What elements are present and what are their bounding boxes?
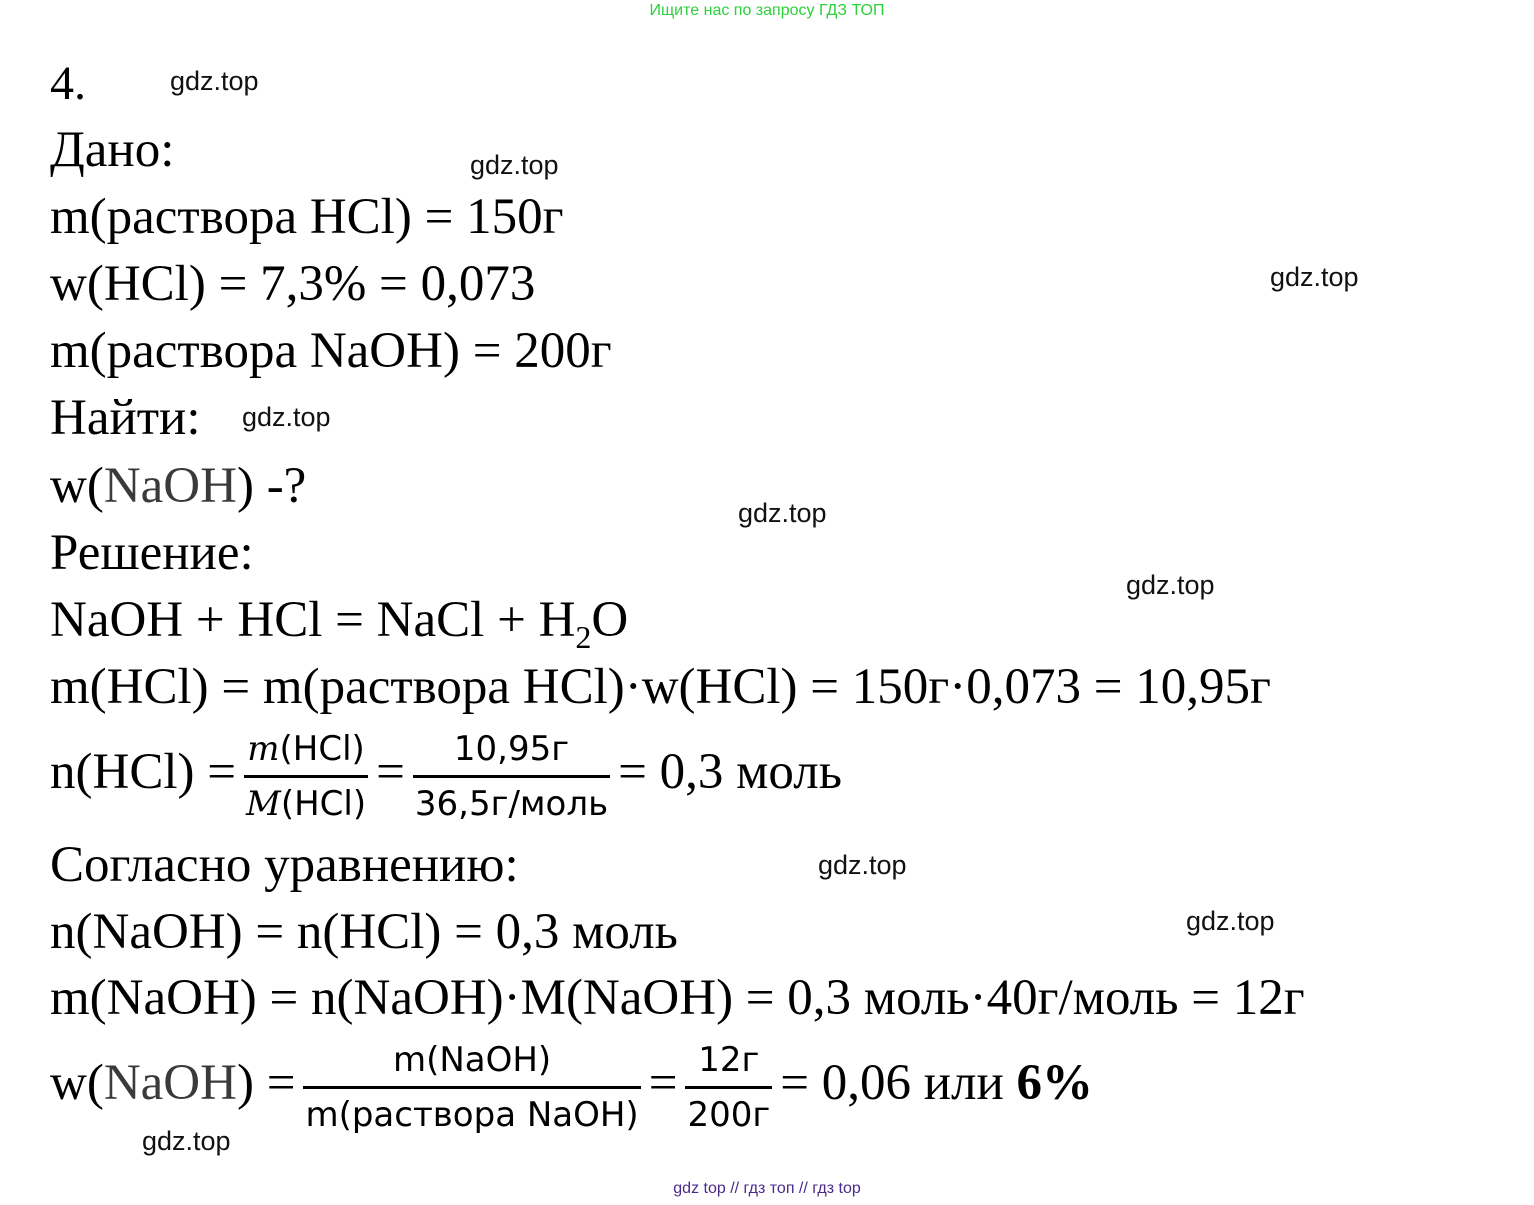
task-number: 4. <box>50 57 86 110</box>
footer-text: gdz top // гдз топ // гдз top <box>673 1180 861 1197</box>
molar-mass-symbol: M <box>246 783 281 824</box>
find-species: NaOH <box>103 458 237 514</box>
watermark: gdz.top <box>818 850 907 880</box>
find-prefix: w( <box>50 458 104 514</box>
w-naoh-answer: 6% <box>1016 1055 1094 1111</box>
fraction-numerator <box>245 729 367 775</box>
watermark: gdz.top <box>170 66 259 96</box>
find-line <box>50 456 306 516</box>
mass-symbol: m <box>247 728 280 769</box>
watermark: gdz.top <box>1126 570 1215 600</box>
w-naoh-fraction-2 <box>685 1040 772 1135</box>
n-hcl-line <box>50 722 842 822</box>
w-naoh-result: = 0,06 или <box>780 1055 1017 1111</box>
n-hcl-fraction-2 <box>413 729 610 824</box>
n-hcl-fraction-1 <box>244 729 368 824</box>
solution-heading: Решение: <box>50 525 254 581</box>
fraction-denominator <box>244 775 368 824</box>
find-heading: Найти: <box>50 390 201 446</box>
n-naoh-line: n(NaOH) = n(HCl) = 0,3 моль <box>50 904 678 960</box>
equation-subscript: 2 <box>575 619 592 655</box>
fraction-numerator: 10,95г <box>453 728 570 769</box>
w-suffix: ) = <box>236 1055 296 1111</box>
n-hcl-equals: = <box>376 744 405 800</box>
fraction-denominator: m(раствора NaOH) <box>303 1086 640 1135</box>
w-species: NaOH <box>103 1055 237 1111</box>
watermark: gdz.top <box>1270 262 1359 292</box>
watermark: gdz.top <box>142 1126 231 1156</box>
top-banner: Ищите нас по запросу ГДЗ ТОП <box>649 2 885 19</box>
given-heading: Дано: <box>50 122 175 178</box>
w-prefix: w( <box>50 1055 104 1111</box>
given-line-2: w(HCl) = 7,3% = 0,073 <box>50 256 536 312</box>
given-line-1: m(раствора HCl) = 150г <box>50 189 564 245</box>
fraction-numerator: 12г <box>698 1039 760 1080</box>
equation-left: NaOH + HCl = NaCl + H <box>50 592 576 648</box>
w-naoh-equals: = <box>648 1055 678 1111</box>
n-hcl-result: = 0,3 моль <box>618 744 842 800</box>
find-suffix: ) -? <box>236 458 307 514</box>
m-naoh-line: m(NaOH) = n(NaOH)·M(NaOH) = 0,3 моль·40г/моль = 12г <box>50 970 1305 1026</box>
w-naoh-fraction-1 <box>303 1040 640 1135</box>
equation-right: O <box>591 592 629 648</box>
denominator-rest: (HCl) <box>280 783 367 824</box>
fraction-denominator: 36,5г/моль <box>413 775 610 824</box>
w-naoh-line <box>50 1033 1093 1133</box>
reaction-equation <box>50 590 628 655</box>
according-heading: Согласно уравнению: <box>50 837 519 893</box>
fraction-numerator: m(NaOH) <box>392 1039 552 1080</box>
watermark: gdz.top <box>242 402 331 432</box>
fraction-denominator: 200г <box>685 1086 772 1135</box>
n-hcl-lhs: n(HCl) = <box>50 744 236 800</box>
watermark: gdz.top <box>738 498 827 528</box>
given-line-3: m(раствора NaOH) = 200г <box>50 323 612 379</box>
watermark: gdz.top <box>470 150 559 180</box>
numerator-rest: (HCl) <box>279 728 365 769</box>
mass-hcl-line: m(HCl) = m(раствора HCl)·w(HCl) = 150г·0,073 = 10,95г <box>50 659 1271 715</box>
watermark: gdz.top <box>1186 906 1275 936</box>
